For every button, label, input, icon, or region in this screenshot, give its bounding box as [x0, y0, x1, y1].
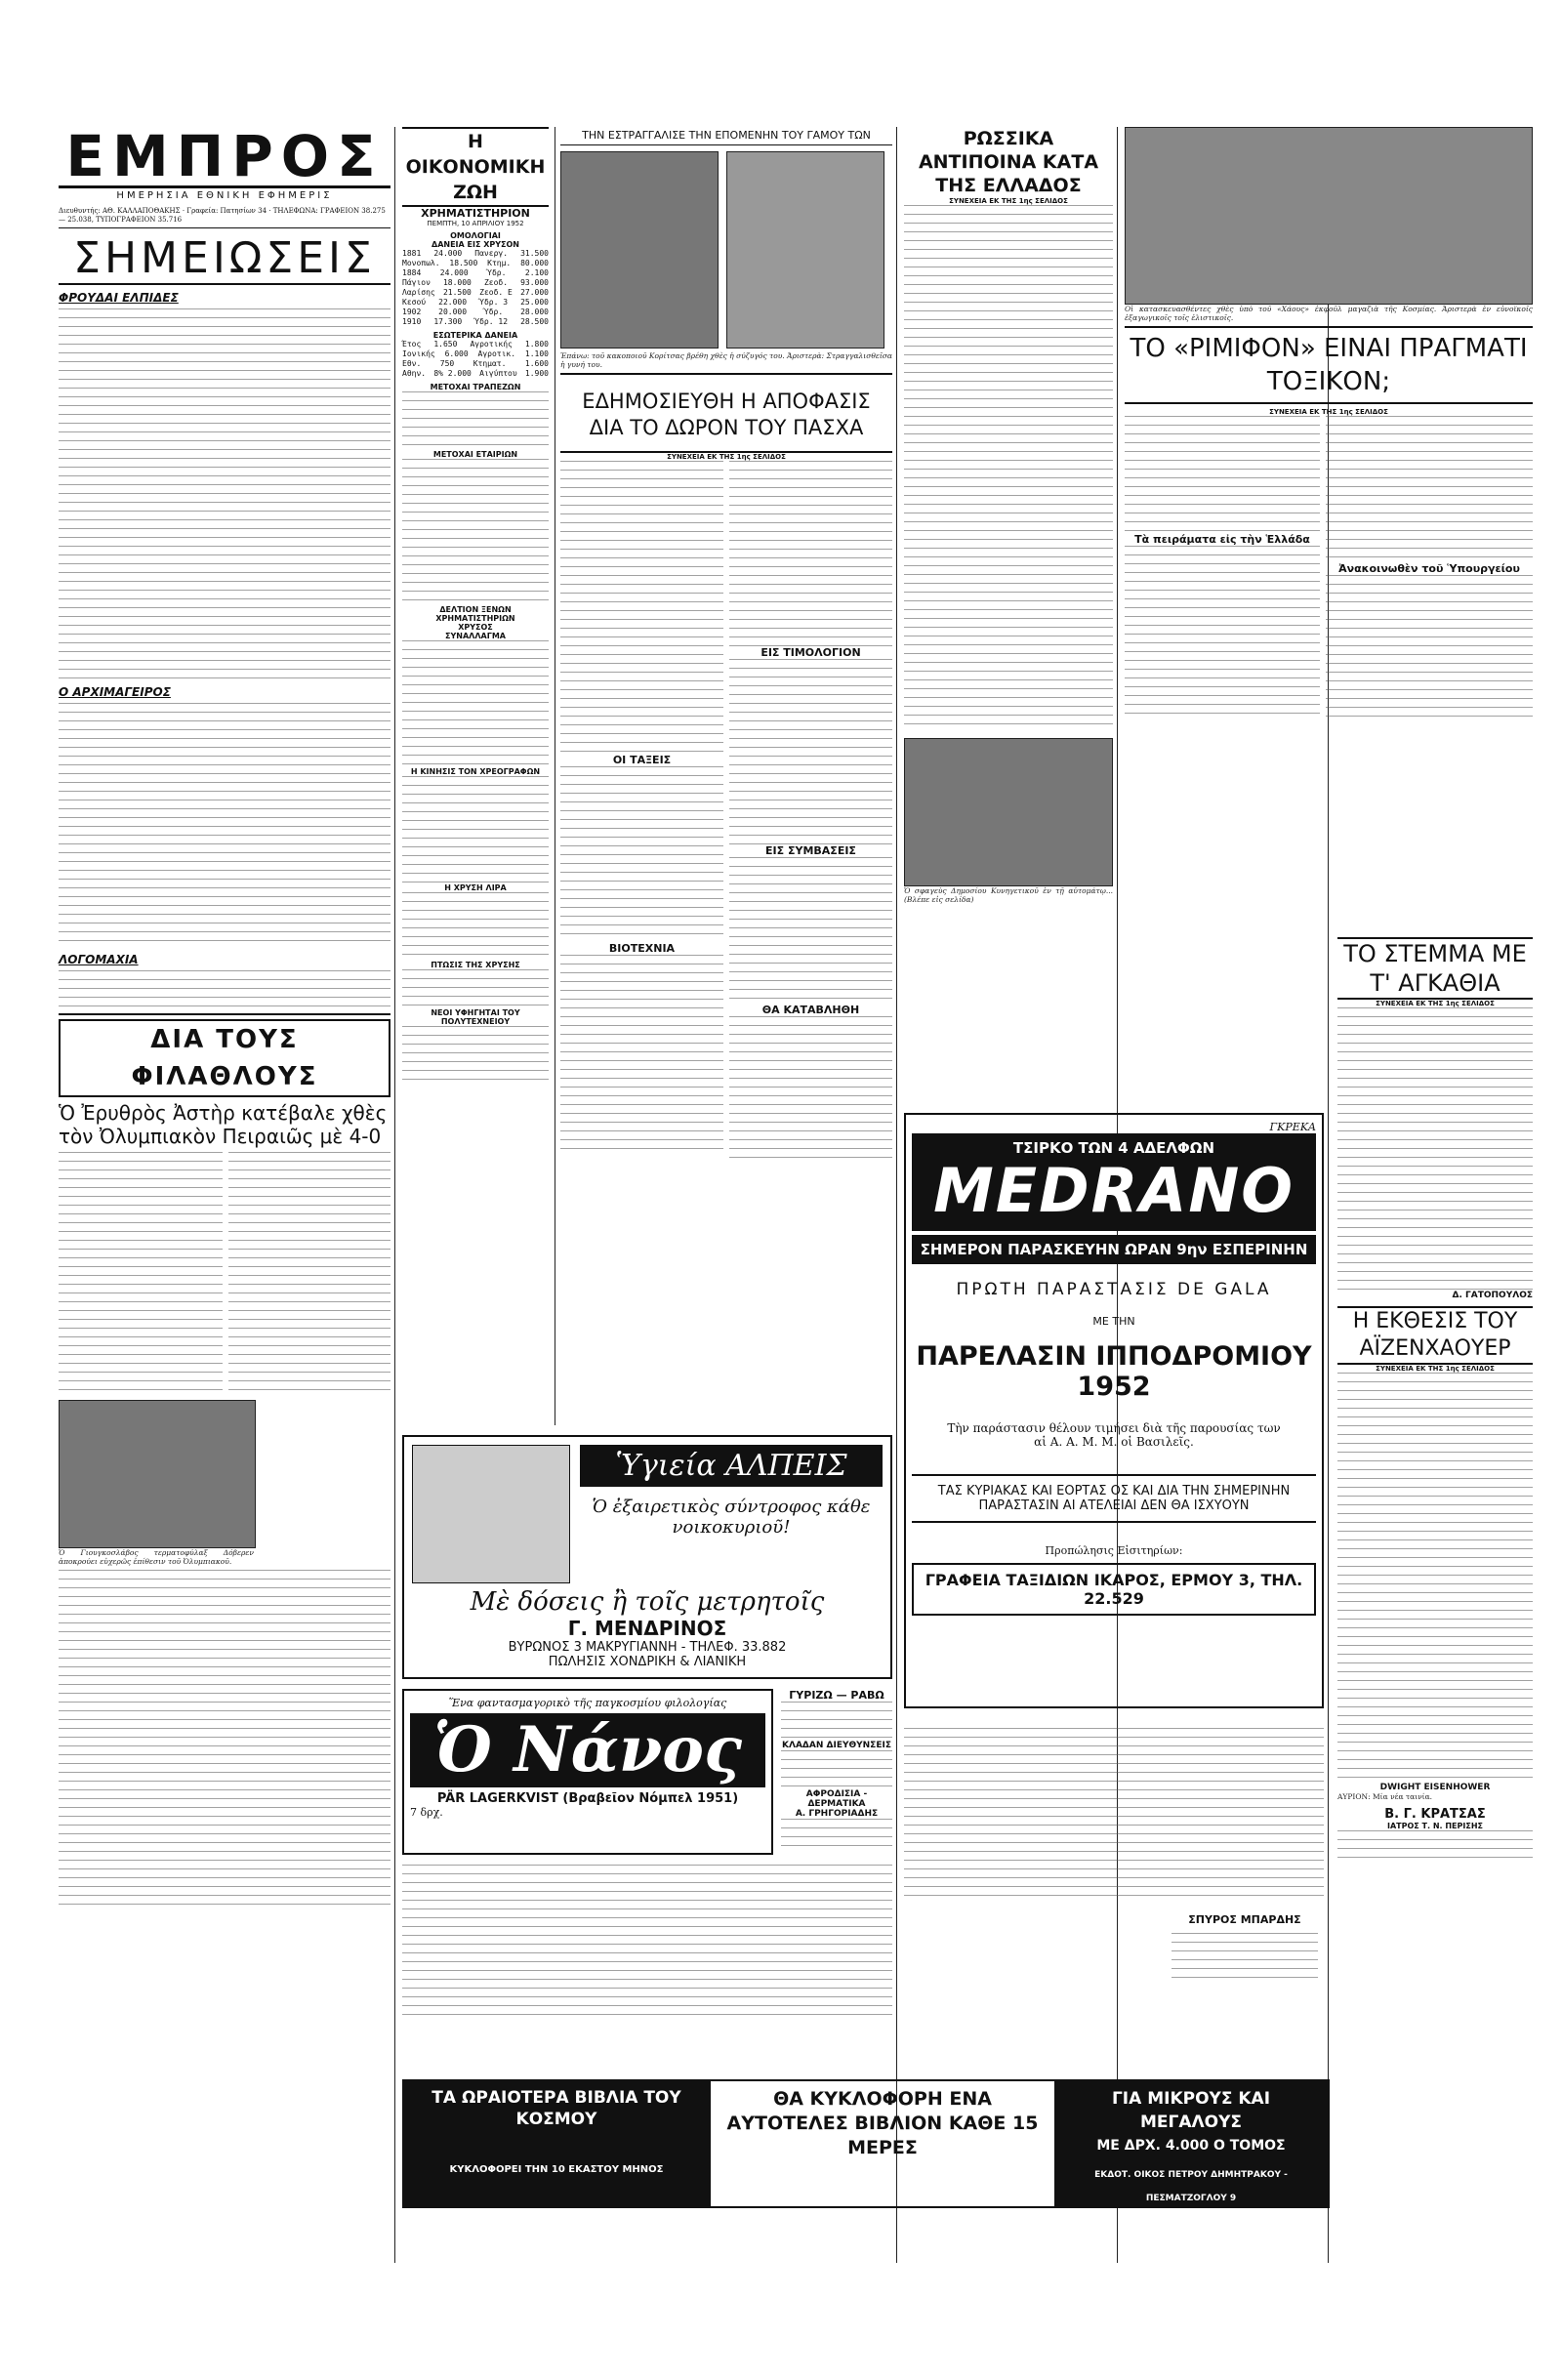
medrano-gala: ΠΡΩΤΗ ΠΑΡΑΣΤΑΣΙΣ DE GALA [956, 1280, 1272, 1299]
medrano-presale: Προπώλησις Εἰσιτηρίων: [1045, 1544, 1183, 1557]
article-text [1337, 1373, 1533, 1783]
table-row: Πάγιον 18.000 Ζεοδ. 93.000 [402, 278, 549, 287]
parade-caption: Οἱ κατασκευασθέντες χθὲς ὑπὸ τοῦ «Χάους» ἐκφοῦλ μαγαζιὰ τῆς Κοσμίας. Ἀριστερὰ ἐν εὐνοϊκοῖς ἐξαγωγικοῖς τοῖς ἐλιστικοῖς. [1125, 305, 1533, 322]
table-row: Έτος 1.650 Αγροτικής 1.800 [402, 340, 549, 349]
table-body [402, 640, 549, 767]
continued-label: ΣΥΝΕΧΕΙΑ ΕΚ ΤΗΣ 1ης ΣΕΛΙΔΟΣ [667, 453, 786, 461]
medrano-royals: Τὴν παράστασιν θέλουν τιμήσει διὰ τῆς παρουσίας των αἱ Α. Α. Μ. Μ. οἱ Βασιλεῖς. [947, 1421, 1281, 1449]
masthead-subtitle: ΗΜΕΡΗΣΙΑ ΕΘΝΙΚΗ ΕΦΗΜΕΡΙΣ [116, 190, 333, 201]
article-text [59, 703, 390, 947]
ad-title: ΑΦΡΟΔΙΣΙΑ - ΔΕΡΜΑΤΙΚΑ [805, 1789, 868, 1809]
fridge-offer: Μὲ δόσεις ἢ τοῖς μετρητοῖς [470, 1587, 825, 1617]
crown-byline: Δ. ΓΑΤΟΠΟΥΛΟΣ [1452, 1291, 1533, 1300]
table-row: Ιονικής 6.000 Αγροτικ. 1.100 [402, 349, 549, 358]
masthead-imprint: Διευθυντής: ΑΘ. ΚΑΛΛΑΠΟΘΑΚΗΣ · Γραφεία: Πατησίων 34 · ΤΗΛΕΦΩΝΑ: ΓΡΑΦΕΙΟΝ 38.275 — 25.038, ΤΥΠΟΓΡΑΦΕΙΟΝ 35.716 [59, 207, 390, 228]
russia-title: ΡΩΣΣΙΚΑ ΑΝΤΙΠΟΙΝΑ ΚΑΤΑ ΤΗΣ ΕΛΛΑΔΟΣ [918, 128, 1099, 196]
column-rule [896, 127, 897, 2263]
table-row: Μονοπωλ. 18.500 Κτημ. 80.000 [402, 259, 549, 267]
table-body [402, 391, 549, 450]
fridge-address: ΒΥΡΩΝΟΣ 3 ΜΑΚΡΥΓΙΑΝΝΗ - ΤΗΛΕΦ. 33.882 [508, 1640, 787, 1655]
article-text [729, 857, 892, 1004]
nanos-book-ad [402, 1689, 773, 1855]
column-rule [394, 127, 395, 2263]
masthead [59, 123, 390, 228]
article-text [402, 1865, 892, 2021]
finance-date: ΠΕΜΠΤΗ, 10 ΑΠΡΙΛΙΟΥ 1952 [427, 220, 524, 227]
ad-title: ΓΥΡΙΖΩ — ΡΑΒΩ [789, 1689, 884, 1702]
article-text [402, 892, 549, 961]
ad-text [1337, 1830, 1533, 1860]
section-title: Ἀνακοινωθὲν τοῦ Ὑπουργείου [1338, 562, 1520, 575]
medrano-parade: ΠΑΡΕΛΑΣΙΝ ΙΠΠΟΔΡΟΜΙΟΥ 1952 [916, 1341, 1312, 1402]
books-right-title: ΓΙΑ ΜΙΚΡΟΥΣ ΚΑΙ ΜΕΓΑΛΟΥΣ [1111, 2089, 1271, 2132]
continued-label: ΣΥΝΕΧΕΙΑ ΕΚ ΤΗΣ 1ης ΣΕΛΙΔΟΣ [949, 197, 1068, 205]
parade-photo [1125, 127, 1533, 305]
article-text [560, 955, 723, 1150]
table-row: 1902 20.000 Ύδρ. 28.000 [402, 308, 549, 316]
table-row: Εθν. 750 Κτηματ. 1.600 [402, 359, 549, 368]
eisenhower-title: Η ΕΚΘΕΣΙΣ ΤΟΥ ΑΪΖΕΝΧΑΟΥΕΡ [1337, 1306, 1533, 1365]
football-photo-caption: Ὁ Γιουγκοσλάβος τερματοφύλαξ Δόβερεν ἀποκρούει εὐχερῶς ἐπίθεσιν τοῦ Ὀλυμπιακοῦ. [59, 1548, 254, 1566]
table-title: ΣΥΝΑΛΛΑΓΜΑ [445, 632, 506, 640]
table-title: ΔΕΛΤΙΟΝ ΞΕΝΩΝ ΧΡΗΜΑΤΙΣΤΗΡΙΩΝ [435, 605, 515, 623]
article-text [904, 205, 1113, 732]
medrano-header [912, 1133, 1316, 1231]
article-text [560, 461, 723, 754]
books-left [404, 2081, 709, 2206]
bond-table [402, 249, 549, 327]
continued-label: ΣΥΝΕΧΕΙΑ ΕΚ ΤΗΣ 1ης ΣΕΛΙΔΟΣ [1376, 1365, 1495, 1373]
article-text [729, 1016, 892, 1163]
finance-title: Η ΟΙΚΟΝΟΜΙΚΗ ΖΩΗ [402, 127, 549, 207]
notes-section-title: ΛΟΓΟΜΑΧΙΑ [59, 953, 139, 966]
decision-title: ΕΔΗΜΟΣΙΕΥΘΗ Η ΑΠΟΦΑΣΙΣ ΔΙΑ ΤΟ ΔΩΡΟΝ ΤΟΥ ΠΑΣΧΑ [560, 379, 892, 453]
medrano-top: ΤΣΙΡΚΟ ΤΩΝ 4 ΑΔΕΛΦΩΝ [1012, 1139, 1215, 1157]
ad-text [1172, 1933, 1318, 1982]
table-title: ΕΣΩΤΕΡΙΚΑ ΔΑΝΕΙΑ [432, 331, 518, 340]
table-title: ΠΤΩΣΙΣ ΤΗΣ ΧΡΥΣΗΣ [431, 961, 520, 969]
russia-column [904, 127, 1113, 904]
sports-headline: Ὁ Ἐρυθρὸς Ἀστὴρ κατέβαλε χθὲς τὸν Ὀλυμπιακὸν Πειραιῶς μὲ 4-0 [59, 1101, 388, 1148]
article-text [560, 766, 723, 942]
article-text [59, 970, 390, 1009]
section-title: ΒΙΟΤΕΧΝΙΑ [608, 942, 676, 955]
boxing-name: ΣΠΥΡΟΣ ΜΠΑΡΔΗΣ [1188, 1913, 1301, 1926]
ad-text [781, 1702, 892, 1741]
photo-woman [726, 151, 884, 349]
books-mid-text: ΘΑ ΚΥΚΛΟΦΟΡΗ ΕΝΑ ΑΥΤΟΤΕΛΕΣ ΒΙΒΛΙΟΝ ΚΑΘΕ 15 ΜΕΡΕΣ [726, 2088, 1039, 2158]
table-body [402, 459, 549, 605]
article-text [1337, 1007, 1533, 1291]
article-text [59, 308, 390, 679]
fridge-brand: Ὑγιεία ΑΛΠΕΙΣ [580, 1445, 883, 1487]
books-ad [402, 2079, 1330, 2208]
crown-column [1337, 937, 1533, 1860]
notes-section-title: ΦΡΟΥΔΑΙ ΕΛΠΙΔΕΣ [59, 291, 179, 305]
ad-title: ΚΛΑΔΑΝ ΔΙΕΥΘΥΝΣΕΙΣ [782, 1741, 891, 1750]
article-text [402, 1026, 549, 1085]
center-column [560, 127, 892, 1163]
finance-subtitle: ΧΡΗΜΑΤΙΣΤΗΡΙΟΝ [421, 207, 530, 220]
table-row: 1884 24.000 Ύδρ. 2.100 [402, 268, 549, 277]
article-text [402, 969, 549, 1008]
section-title: ΟΙ ΤΑΞΕΙΣ [612, 754, 672, 766]
wedding-banner: ΤΗΝ ΕΣΤΡΑΓΓΑΛΙΣΕ ΤΗΝ ΕΠΟΜΕΝΗΝ ΤΟΥ ΓΑΜΟΥ ΤΩΝ [560, 127, 892, 145]
eisenhower-byline: DWIGHT EISENHOWER [1379, 1783, 1491, 1792]
article-text [402, 776, 549, 883]
russia-photo [904, 738, 1113, 886]
sports-banner: ΔΙΑ ΤΟΥΣ ΦΙΛΑΘΛΟΥΣ [59, 1019, 390, 1097]
table-row: 1910 17.300 Ύδρ. 12 28.500 [402, 317, 549, 326]
table-row: Κεσού 22.000 Ύδρ. 3 25.000 [402, 298, 549, 307]
books-publisher: ΕΚΔΟΤ. ΟΙΚΟΣ ΠΕΤΡΟΥ ΔΗΜΗΤΡΑΚΟΥ - ΠΕΣΜΑΤΖΟΓΛΟΥ 9 [1094, 2170, 1288, 2203]
nanos-author: PÄR LAGERKVIST (Βραβεῖον Νόμπελ 1951) [436, 1791, 739, 1806]
left-column [59, 123, 390, 1911]
newspaper-page [59, 123, 1533, 2353]
article-text [228, 1152, 390, 1396]
wedding-caption: Ἐπάνω: τοῦ κακοποιοῦ Κορίτσας βρέθη χθὲς ἡ σύζυγός του. Ἀριστερὰ: Στραγγαλισθεῖσα ἡ γυνή του. [560, 351, 892, 369]
medrano-notice: ΤΑΣ ΚΥΡΙΑΚΑΣ ΚΑΙ ΕΟΡΤΑΣ ΟΣ ΚΑΙ ΔΙΑ ΤΗΝ ΣΗΜΕΡΙΝΗΝ ΠΑΡΑΣΤΑΣΙΝ ΑΙ ΑΤΕΛΕΙΑΙ ΔΕΝ ΘΑ ΙΣΧΥΟΥΝ [912, 1474, 1316, 1523]
article-text [59, 1152, 223, 1396]
ad-text [781, 1819, 892, 1848]
medrano-name: MEDRANO [933, 1155, 1295, 1226]
books-mid [709, 2081, 1054, 2206]
section-title: ΕΙΣ ΤΙΜΟΛΟΓΙΟΝ [760, 646, 861, 659]
books-price: ΜΕ ΔΡΧ. 4.000 Ο ΤΟΜΟΣ [1096, 2138, 1286, 2154]
article-text [1125, 546, 1320, 721]
rimifon-title: ΤΟ «ΡΙΜΙΦΟΝ» ΕΙΝΑΙ ΠΡΑΓΜΑΤΙ ΤΟΞΙΚΟΝ; [1130, 334, 1528, 396]
article-text [59, 1570, 390, 1911]
loan-table [402, 340, 549, 379]
article-text [1125, 416, 1320, 533]
notes-title: ΣΗΜΕΙΩΣΕΙΣ [59, 234, 390, 285]
table-title: ΧΡΥΣΟΣ [458, 623, 493, 632]
section-title: ΕΙΣ ΣΥΜΒΑΣΕΙΣ [765, 844, 856, 857]
books-left-title: ΤΑ ΩΡΑΙΟΤΕΡΑ ΒΙΒΛΙΑ ΤΟΥ ΚΟΣΜΟΥ [432, 2088, 681, 2129]
medrano-corner: ΓΚΡΕΚΑ [1269, 1121, 1316, 1133]
table-title: Η ΧΡΥΣΗ ΛΙΡΑ [444, 883, 507, 892]
article-text [1326, 575, 1533, 721]
table-title: ΜΕΤΟΧΑΙ ΤΡΑΠΕΖΩΝ [430, 383, 521, 391]
fridge-sales: ΠΩΛΗΣΙΣ ΧΟΝΔΡΙΚΗ & ΛΙΑΝΙΚΗ [548, 1655, 747, 1669]
right-column [1125, 127, 1533, 721]
article-text [1326, 416, 1533, 562]
football-photo [59, 1400, 256, 1548]
article-text [729, 659, 892, 844]
table-title: Η ΚΙΝΗΣΙΣ ΤΟΝ ΧΡΕΟΓΡΑΦΩΝ [410, 767, 541, 776]
section-title: ΘΑ ΚΑΤΑΒΛΗΘΗ [761, 1004, 860, 1016]
table-row: Αθην. 8% 2.000 Αιγύπτου 1.900 [402, 369, 549, 378]
ad-name: Α. ΓΡΗΓΟΡΙΑΔΗΣ [795, 1809, 879, 1819]
fridge-ad [402, 1435, 892, 1679]
medrano-circus-ad [904, 1113, 1324, 1708]
medrano-line: ΣΗΜΕΡΟΝ ΠΑΡΑΣΚΕΥΗΝ ΩΡΑΝ 9ην ΕΣΠΕΡΙΝΗΝ [912, 1235, 1316, 1264]
medrano-with: ΜΕ ΤΗΝ [1092, 1315, 1135, 1328]
doctor-role: ΙΑΤΡΟΣ Τ. Ν. ΠΕΡΙΣΗΣ [1387, 1822, 1483, 1830]
russia-caption: Ὁ σφαγεὺς Δημοσίου Κυνηγετικοῦ ἐν τῇ αὐτομάτῳ... (Βλέπε εἰς σελίδα) [904, 886, 1113, 904]
fridge-tagline: Ὁ ἐξαιρετικὸς σύντροφος κάθε νοικοκυριοῦ! [592, 1497, 871, 1538]
crown-title: ΤΟ ΣΤΕΜΜΑ ΜΕ Τ' ΑΓΚΑΘΙΑ [1337, 937, 1533, 1000]
eisenhower-next: ΑΥΡΙΟΝ: Μία νέα ταινία. [1337, 1792, 1433, 1801]
finance-column [402, 127, 549, 1085]
continued-label: ΣΥΝΕΧΕΙΑ ΕΚ ΤΗΣ 1ης ΣΕΛΙΔΟΣ [1269, 408, 1388, 416]
continued-label: ΣΥΝΕΧΕΙΑ ΕΚ ΤΗΣ 1ης ΣΕΛΙΔΟΣ [1376, 1000, 1495, 1007]
ad-text [781, 1750, 892, 1789]
article-text [904, 1728, 1324, 1904]
table-row: Λαρίσης 21.500 Ζεοδ. Ε 27.000 [402, 288, 549, 297]
table-title: ΔΑΝΕΙΑ ΕΙΣ ΧΡΥΣΟΝ [432, 240, 519, 249]
section-title: Τὰ πειράματα εἰς τὴν Ἑλλάδα [1134, 533, 1310, 546]
table-title: ΜΕΤΟΧΑΙ ΕΤΑΙΡΙΩΝ [432, 450, 518, 459]
doctor-name: Β. Γ. ΚΡΑΤΣΑΣ [1384, 1807, 1486, 1822]
masthead-title: ΕΜΠΡΟΣ [59, 127, 390, 188]
books-right [1054, 2081, 1328, 2206]
medrano-tickets: ΓΡΑΦΕΙΑ ΤΑΞΙΔΙΩΝ ΙΚΑΡΟΣ, ΕΡΜΟΥ 3, ΤΗΛ. 22.529 [912, 1563, 1316, 1616]
fridge-seller: Γ. ΜΕΝΔΡΙΝΟΣ [567, 1617, 727, 1640]
article-text [729, 461, 892, 646]
books-bottom: ΚΥΚΛΟΦΟΡΕΙ ΤΗΝ 10 ΕΚΑΣΤΟΥ ΜΗΝΟΣ [449, 2164, 664, 2175]
fridge-illustration [412, 1445, 570, 1583]
table-title: ΟΜΟΛΟΓΙΑΙ [450, 231, 501, 240]
nanos-title: Ὁ Νάνος [410, 1713, 765, 1787]
nanos-price: 7 δρχ. [410, 1806, 443, 1819]
table-title: ΝΕΟΙ ΥΦΗΓΗΤΑΙ ΤΟΥ ΠΟΛΥΤΕΧΝΕΙΟΥ [431, 1008, 520, 1026]
small-ads [781, 1689, 892, 1848]
notes-section-title: Ο ΑΡΧΙΜΑΓΕΙΡΟΣ [59, 685, 171, 699]
photo-man [560, 151, 719, 349]
table-row: 1881 24.000 Πανεργ. 31.500 [402, 249, 549, 258]
nanos-top: Ἕνα φαντασμαγορικὸ τῆς παγκοσμίου φιλολογίας [448, 1697, 727, 1709]
